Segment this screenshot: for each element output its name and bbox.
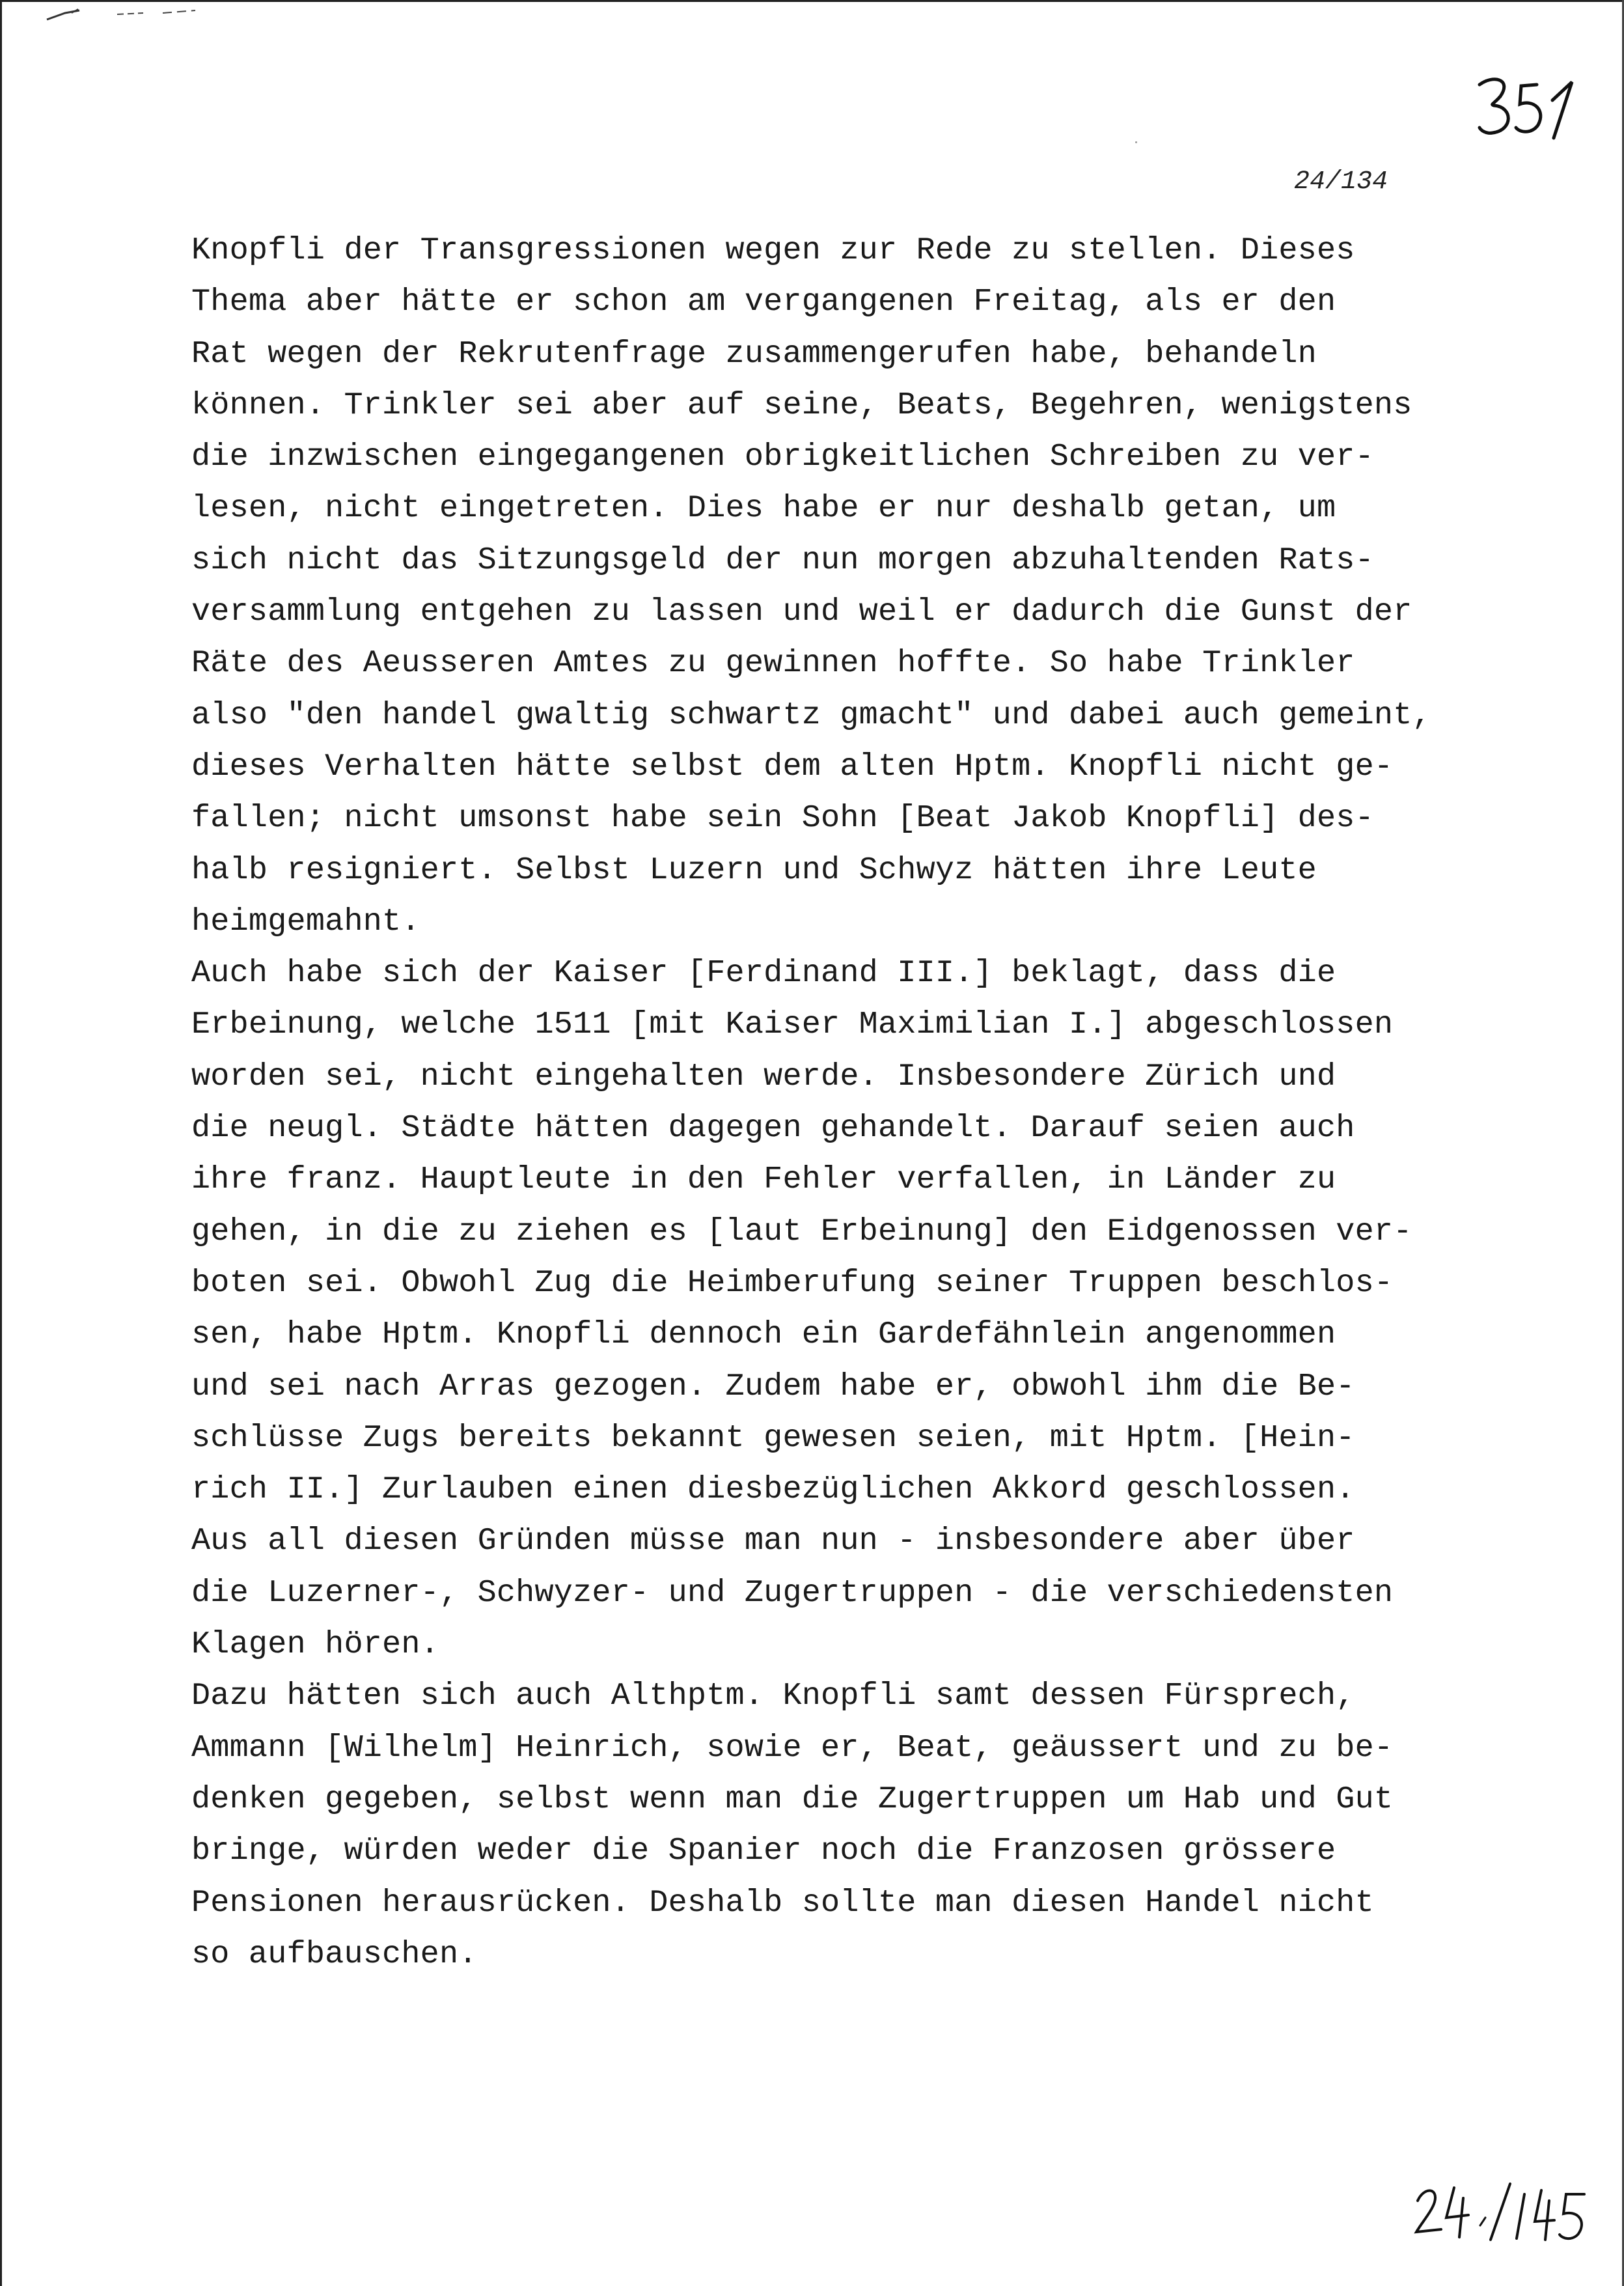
text-line: Aus all diesen Gründen müsse man nun - insbesondere aber über: [191, 1523, 1355, 1559]
text-line: Pensionen herausrücken. Deshalb sollte man diesen Handel nicht: [191, 1884, 1374, 1921]
handwritten-archive-note: [1412, 2175, 1588, 2246]
folio-number-handwritten: [1474, 70, 1585, 142]
text-line: dieses Verhalten hätte selbst dem alten Hptm. Knopfli nicht ge-: [191, 748, 1394, 785]
text-line: halb resigniert. Selbst Luzern und Schwyz hätten ihre Leute: [191, 852, 1317, 888]
text-line: Dazu hätten sich auch Althptm. Knopfli samt dessen Fürsprech,: [191, 1678, 1355, 1714]
text-line: bringe, würden weder die Spanier noch die Franzosen grössere: [191, 1833, 1336, 1869]
text-line: ihre franz. Hauptleute in den Fehler verfallen, in Länder zu: [191, 1162, 1336, 1198]
text-line: so aufbauschen.: [191, 1936, 478, 1972]
text-line: heimgemahnt.: [191, 903, 420, 940]
text-line: denken gegeben, selbst wenn man die Zugertruppen um Hab und Gut: [191, 1781, 1394, 1817]
text-line: Ammann [Wilhelm] Heinrich, sowie er, Beat, geäussert und zu be-: [191, 1729, 1394, 1766]
text-line: können. Trinkler sei aber auf seine, Beats, Begehren, wenigstens: [191, 387, 1412, 423]
text-line: die neugl. Städte hätten dagegen gehandelt. Darauf seien auch: [191, 1110, 1355, 1147]
scan-border-top: [0, 0, 1624, 2]
text-line: sen, habe Hptm. Knopfli dennoch ein Gardefähnlein angenommen: [191, 1317, 1336, 1353]
text-line: Klagen hören.: [191, 1626, 439, 1663]
text-line: boten sei. Obwohl Zug die Heimberufung seiner Truppen beschlos-: [191, 1264, 1394, 1301]
text-line: die inzwischen eingegangenen obrigkeitlichen Schreiben zu ver-: [191, 439, 1374, 475]
text-line: und sei nach Arras gezogen. Zudem habe er, obwohl ihm die Be-: [191, 1368, 1355, 1404]
scan-border-left: [0, 0, 2, 2286]
text-line: Räte des Aeusseren Amtes zu gewinnen hoffte. So habe Trinkler: [191, 645, 1355, 682]
text-line: lesen, nicht eingetreten. Dies habe er nur deshalb getan, um: [191, 490, 1336, 527]
text-line: gehen, in die zu ziehen es [laut Erbeinung] den Eidgenossen ver-: [191, 1213, 1412, 1249]
text-line: Auch habe sich der Kaiser [Ferdinand III.] beklagt, dass die: [191, 955, 1336, 992]
text-line: fallen; nicht umsonst habe sein Sohn [Beat Jakob Knopfli] des-: [191, 800, 1374, 837]
page-reference: 24/134: [1294, 167, 1388, 197]
text-line: die Luzerner-, Schwyzer- und Zugertruppen - die verschiedensten: [191, 1574, 1394, 1611]
scan-dot: [1135, 141, 1137, 143]
text-line: Rat wegen der Rekrutenfrage zusammengerufen habe, behandeln: [191, 335, 1317, 372]
text-line: sich nicht das Sitzungsgeld der nun morgen abzuhaltenden Rats-: [191, 542, 1374, 578]
text-line: Knopfli der Transgressionen wegen zur Rede zu stellen. Dieses: [191, 232, 1355, 268]
text-line: rich II.] Zurlauben einen diesbezüglichen Akkord geschlossen.: [191, 1471, 1355, 1508]
text-line: schlüsse Zugs bereits bekannt gewesen seien, mit Hptm. [Hein-: [191, 1419, 1355, 1456]
text-line: worden sei, nicht eingehalten werde. Insbesondere Zürich und: [191, 1058, 1336, 1094]
text-line: Thema aber hätte er schon am vergangenen Freitag, als er den: [191, 284, 1336, 320]
body-text: [191, 225, 1493, 1980]
text-line: Erbeinung, welche 1511 [mit Kaiser Maximilian I.] abgeschlossen: [191, 1007, 1394, 1043]
text-line: also "den handel gwaltig schwartz gmacht" und dabei auch gemeint,: [191, 697, 1431, 733]
scan-artifact-marks: [46, 4, 215, 23]
text-line: versammlung entgehen zu lassen und weil er dadurch die Gunst der: [191, 594, 1412, 630]
